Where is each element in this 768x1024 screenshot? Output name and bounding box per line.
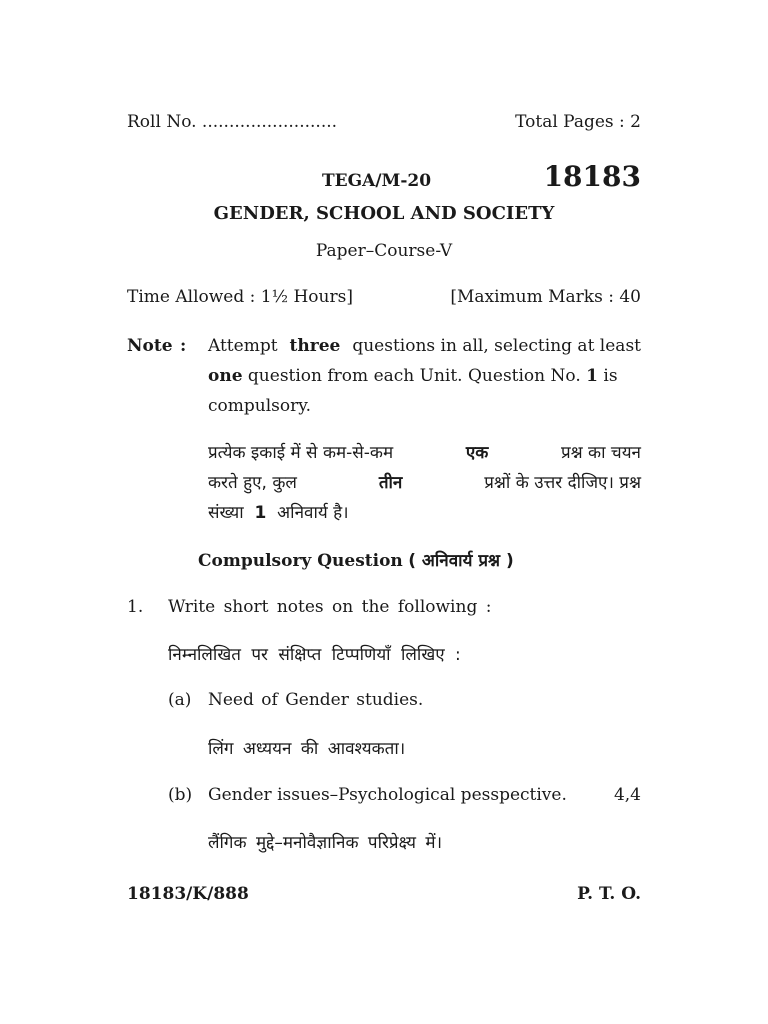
part-text-hindi: लिंग अध्ययन की आवश्यकता।	[208, 739, 406, 759]
footer-code: 18183/K/888	[127, 884, 249, 904]
note-hindi-text: प्रश्नों के उत्तर दीजिए। प्रश्न	[484, 473, 641, 493]
part-label: (a)	[168, 690, 192, 710]
note-hindi-line-1	[208, 440, 641, 463]
question-number: 1.	[127, 597, 144, 617]
compulsory-heading	[198, 548, 514, 571]
note-line-1	[208, 336, 641, 356]
course-name: Paper–Course-V	[315, 241, 453, 261]
note-line-2	[208, 366, 641, 386]
note-text: questions in all, selecting at least	[352, 336, 641, 356]
note-hindi-emphasis: तीन	[378, 473, 403, 493]
note-text: question from each Unit. Question No.	[247, 366, 581, 386]
note-emphasis: 1	[586, 366, 598, 386]
note-text: Attempt	[208, 336, 278, 356]
note-label: Note	[127, 336, 173, 356]
compulsory-heading-en: Compulsory Question	[198, 551, 403, 571]
paper-title: GENDER, SCHOOL AND SOCIETY	[213, 203, 555, 224]
exam-code: TEGA/M-20	[322, 171, 432, 191]
note-colon: :	[180, 336, 187, 356]
note-hindi-emphasis: 1	[254, 503, 267, 523]
part-label: (b)	[168, 785, 193, 805]
roll-number-field: Roll No. .........................	[127, 112, 338, 132]
note-text: is	[603, 366, 618, 386]
note-emphasis: three	[289, 336, 341, 356]
note-hindi-line-2	[208, 470, 641, 493]
note-hindi-text: प्रश्न का चयन	[560, 443, 641, 463]
compulsory-heading-hi: ( अनिवार्य प्रश्न )	[408, 551, 514, 571]
part-marks: 4,4	[613, 785, 641, 805]
note-hindi-text: संख्या	[208, 503, 244, 523]
note-hindi-text: अनिवार्य है।	[277, 503, 349, 523]
part-text-hindi: लैंगिक मुद्दे–मनोवैज्ञानिक परिप्रेक्ष्य में।	[208, 833, 443, 853]
note-emphasis: one	[208, 366, 243, 386]
note-hindi-text: प्रत्येक इकाई में से कम-से-कम	[208, 443, 394, 463]
maximum-marks: [Maximum Marks : 40	[450, 287, 641, 307]
part-text: Gender issues–Psychological pesspective.	[208, 785, 567, 805]
note-hindi-text: करते हुए, कुल	[208, 473, 297, 493]
note-line-3: compulsory.	[208, 396, 311, 416]
pto-label: P. T. O.	[577, 884, 641, 904]
paper-number: 18183	[543, 160, 641, 193]
note-hindi-line-3	[208, 500, 641, 523]
question-text: Write short notes on the following :	[168, 597, 492, 617]
note-hindi-emphasis: एक	[465, 443, 489, 463]
time-allowed: Time Allowed : 1½ Hours]	[127, 287, 353, 307]
part-text: Need of Gender studies.	[208, 690, 424, 710]
total-pages: Total Pages : 2	[515, 112, 641, 132]
question-text-hindi: निम्नलिखित पर संक्षिप्त टिप्पणियाँ लिखिए :	[168, 645, 461, 665]
